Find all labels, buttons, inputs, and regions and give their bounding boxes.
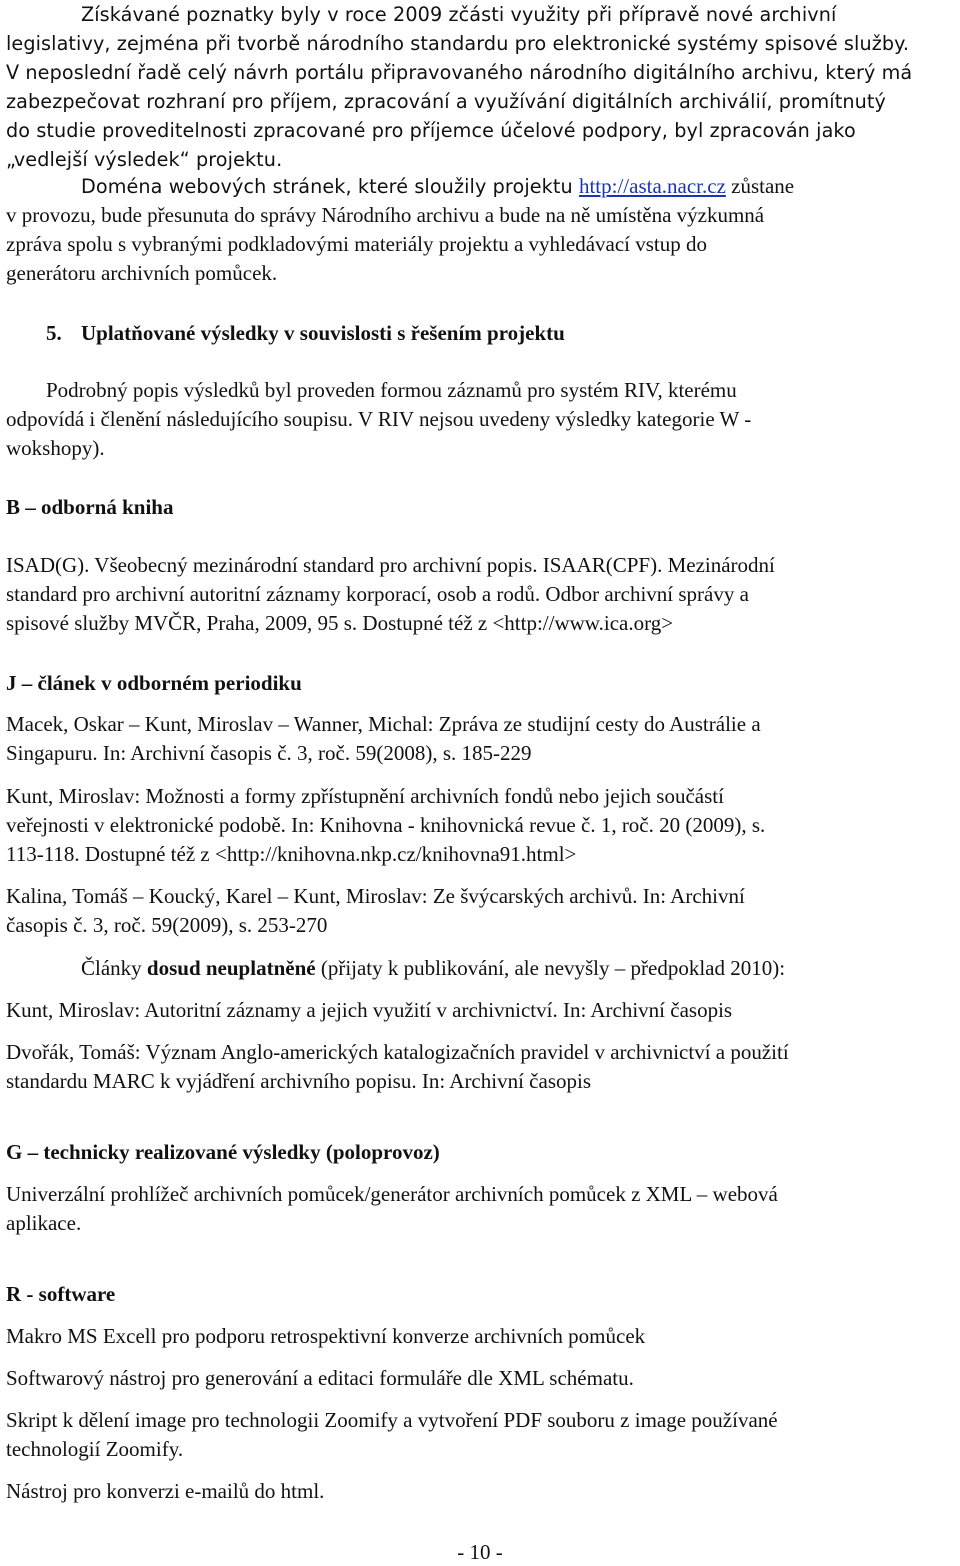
domain-text-suffix: zůstane <box>725 174 795 198</box>
text-line: do studie proveditelnosti zpracované pro příjemce účelové podpory, byl zpracován jako <box>6 119 856 142</box>
text-line: Kalina, Tomáš – Koucký, Karel – Kunt, Miroslav: Ze švýcarských archivů. In: Archivní <box>6 884 745 908</box>
text-line: „vedlejší výsledek“ projektu. <box>6 148 283 171</box>
text-line: technologií Zoomify. <box>6 1437 184 1461</box>
text-line <box>6 172 794 201</box>
category-b-heading: B – odborná kniha <box>6 495 174 519</box>
text-line: ISAD(G). Všeobecný mezinárodní standard pro archivní popis. ISAAR(CPF). Mezinárodní <box>6 553 775 577</box>
category-g-heading: G – technicky realizované výsledky (poloprovoz) <box>6 1140 440 1164</box>
text-line: Kunt, Miroslav: Možnosti a formy zpřístupnění archivních fondů nebo jejich součástí <box>6 784 724 808</box>
text-line: generátoru archivních pomůcek. <box>6 261 278 285</box>
text-line: v provozu, bude přesunuta do správy Národního archivu a bude na ně umístěna výzkumná <box>6 203 765 227</box>
section-title: Uplatňované výsledky v souvislosti s řešením projektu <box>81 321 565 345</box>
section-heading <box>6 319 565 348</box>
section-number: 5. <box>46 321 62 345</box>
category-j-entry-4: Kunt, Miroslav: Autoritní záznamy a jejich využití v archivnictví. In: Archivní časopis <box>6 998 733 1022</box>
pending-prefix: Články <box>81 956 147 980</box>
text-line: Univerzální prohlížeč archivních pomůcek/generátor archivních pomůcek z XML – webová <box>6 1182 778 1206</box>
text-line: wokshopy). <box>6 436 105 460</box>
domain-paragraph <box>6 172 794 288</box>
category-r-item-2: Softwarový nástroj pro generování a editaci formuláře dle XML schématu. <box>6 1366 634 1390</box>
asta-link[interactable]: http://asta.nacr.cz <box>578 174 726 198</box>
text-line: V neposlední řadě celý návrh portálu připravovaného národního digitálního archivu, který má <box>6 61 913 84</box>
text-line: zpráva spolu s vybranými podkladovými materiály projektu a vyhledávací vstup do <box>6 232 707 256</box>
category-g-entry <box>6 1180 778 1238</box>
text-line: Skript k dělení image pro technologii Zoomify a vytvoření PDF souboru z image používané <box>6 1408 778 1432</box>
pending-suffix: (přijaty k publikování, ale nevyšly – předpoklad 2010): <box>315 956 786 980</box>
category-r-item-4: Nástroj pro konverzi e-mailů do html. <box>6 1479 325 1503</box>
text-line: Macek, Oskar – Kunt, Miroslav – Wanner, Michal: Zpráva ze studijní cesty do Austrálie a <box>6 712 761 736</box>
text-line: Singapuru. In: Archivní časopis č. 3, roč. 59(2008), s. 185-229 <box>6 741 532 765</box>
text-line: standard pro archivní autoritní záznamy korporací, osob a rodů. Odbor archivní správy a <box>6 582 749 606</box>
text-line: veřejnosti v elektronické podobě. In: Knihovna - knihovnická revue č. 1, roč. 20 (2009), s. <box>6 813 766 837</box>
text-line: Podrobný popis výsledků byl proveden formou záznamů pro systém RIV, kterému <box>46 378 737 402</box>
category-j-entry-1 <box>6 710 761 768</box>
intro-paragraph <box>6 0 912 174</box>
category-j-entry-3 <box>6 882 745 940</box>
category-j-heading: J – článek v odborném periodiku <box>6 671 302 695</box>
text-line: Dvořák, Tomáš: Význam Anglo-amerických katalogizačních pravidel v archivnictví a použití <box>6 1040 789 1064</box>
text-line: legislativy, zejména při tvorbě národního standardu pro elektronické systémy spisové služby. <box>6 32 910 55</box>
text-line: zabezpečovat rozhraní pro příjem, zpracování a využívání digitálních archiválií, promítnutý <box>6 90 886 113</box>
domain-text-prefix: Doména webových stránek, které sloužily projektu <box>81 175 579 198</box>
text-line: 113-118. Dostupné též z <http://knihovna.nkp.cz/knihovna91.html> <box>6 842 577 866</box>
text-line: spisové služby MVČR, Praha, 2009, 95 s. Dostupné též z <http://www.ica.org> <box>6 611 674 635</box>
category-j-entry-5 <box>6 1038 789 1096</box>
pending-articles-note <box>6 954 785 983</box>
text-line: odpovídá i členění následujícího soupisu. V RIV nejsou uvedeny výsledky kategorie W - <box>6 407 752 431</box>
page-number: - 10 - <box>457 1540 503 1564</box>
riv-paragraph <box>6 376 751 463</box>
pending-bold: dosud neuplatněné <box>146 956 316 980</box>
text-line: časopis č. 3, roč. 59(2009), s. 253-270 <box>6 913 328 937</box>
text-line: Získávané poznatky byly v roce 2009 zčásti využity při přípravě nové archivní <box>81 3 837 26</box>
category-b-entry <box>6 551 775 638</box>
category-r-item-3 <box>6 1406 778 1464</box>
category-r-heading: R - software <box>6 1282 116 1306</box>
text-line: standardu MARC k vyjádření archivního popisu. In: Archivní časopis <box>6 1069 591 1093</box>
category-j-entry-2 <box>6 782 765 869</box>
text-line: aplikace. <box>6 1211 82 1235</box>
category-r-item-1: Makro MS Excell pro podporu retrospektivní konverze archivních pomůcek <box>6 1324 646 1348</box>
